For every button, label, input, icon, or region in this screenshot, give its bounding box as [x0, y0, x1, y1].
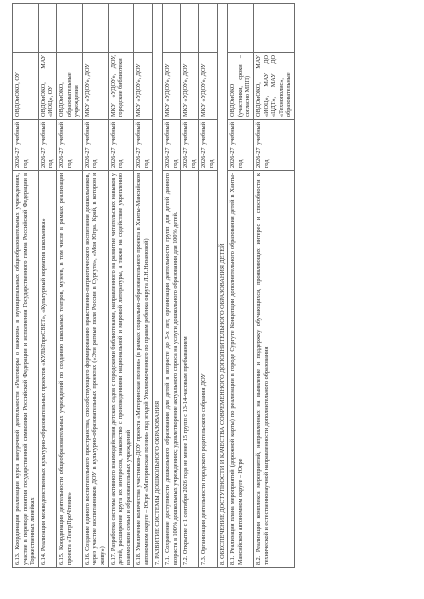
section-heading: 8. ОБЕСПЕЧЕНИЕ ДОСТУПНОСТИ И КАЧЕСТВА СОВРЕМЕННОГО ДОПОЛНИТЕЛЬНОГО ОБРАЗОВАНИЯ ДЕТЕЙ: [217, 4, 228, 568]
task-term: 2026-27 учебный год: [82, 120, 108, 171]
task-term: 2026-27 учебный год: [181, 120, 199, 171]
table-row: [199, 4, 217, 568]
task-description: 8.1. Реализация плана мероприятий (дорожной карты) по реализации в городе Сургуте Концепции дополнительного образования детей в Ханты-Мансийском автономном округе – Югре: [228, 171, 254, 568]
task-responsible: ОВДОиОКО, МАУ «ИОЦ», МАУ ДО «ЦДТ», МАУ ДО «Технополис», образовательные: [254, 53, 295, 120]
table-row: [13, 4, 39, 568]
task-note: [13, 4, 39, 53]
task-description: 6.13. Координация реализации курса внеурочной деятельности «Разговоры о важном» в муниципальных общеобразовательных учреждениях, участие в переводе понятия государственной символики Российской Федерации и исполнения Государственного гимна Российской Федерации в Торжественных линейках: [13, 171, 39, 568]
task-note: [134, 4, 152, 53]
task-note: [199, 4, 217, 53]
task-description: 6.18. Увеличение количества участников-ДОУ проекта «Материнская поэзия» (в рамках социально-образовательного проекта в Ханты-Мансийском автономном округе – Югре «Материнская поэзия» под эгидой Уполномоченного по правам ребенка округа Л.Н.Низамовой): [134, 171, 152, 568]
task-note: [254, 4, 295, 53]
task-note: [163, 4, 181, 53]
task-description: 8.2. Реализация комплекса мероприятий, направленных на выявление и поддержку обучающихся, проявляющих интерес и способности к технической и естественнонаучной направленности дополнительного образования: [254, 171, 295, 568]
task-responsible: ОВДОиОКО, ОУ: [13, 53, 39, 120]
task-responsible: МКУ «УДОУ», ДОУ: [181, 53, 199, 120]
task-responsible: МКУ «УДОУ», ДОУ: [163, 53, 181, 120]
task-note: [38, 4, 56, 53]
task-note: [82, 4, 108, 53]
table-row: [181, 4, 199, 568]
task-term: 2026-27 учебный год: [254, 120, 295, 171]
task-note: [108, 4, 134, 53]
task-description: 6.15. Координация деятельности общеобразовательных учреждений по созданию школьных театров, музеев, в том числе в рамках реализации проекта «ТеатрПроЧтение»: [56, 171, 82, 568]
table-row: [163, 4, 181, 568]
task-description: 7.1. Сохранение доступности дошкольного образования для детей в возрасте до 3-х лет, организация деятельности групп для детей данного возраста в 100% дошкольных учреждениях; удовлетворение актуального спроса на услуги дошкольного образования для 100% детей.: [163, 171, 181, 568]
task-responsible: ОВДОиОКО, МАУ «ИОЦ», ОУ: [38, 53, 56, 120]
task-responsible: МКУ «УДОУ», ДОУ: [82, 53, 108, 120]
task-description: 6.14. Реализация межведомственных культурно-образовательных проектов «КУЛЬТпроСВЕТ», «Культурный норматив школьника»: [38, 171, 56, 568]
table-row: [228, 4, 254, 568]
task-description: 6.16. Создание единого воспитательного пространства, способствующего формированию нравственно-патриотического воспитания дошкольников, через участие воспитанников ДОУ в культурно-образовательных проектах («Эти ратные поля России в Сургуте», «Моя Югра. Край, в котором я живу»): [82, 171, 108, 568]
task-term: 2026-27 учебный год: [228, 120, 254, 171]
task-responsible: ОВДОиОКО, образовательные учреждения: [56, 53, 82, 120]
task-term: 2026-27 учебный год: [38, 120, 56, 171]
table-row: [134, 4, 152, 568]
task-term: 2026-27 учебный год: [56, 120, 82, 171]
task-term: 2026-27 учебный год: [13, 120, 39, 171]
task-term: 2026-27 учебный год: [163, 120, 181, 171]
task-term: 2026-27 учебный год: [199, 120, 217, 171]
task-description: 7.2. Открытие с 1 сентября 2026 года не менее 15 групп с 13-14-часовым пребыванием: [181, 171, 199, 568]
section-heading-row: [152, 4, 163, 568]
table-row: [56, 4, 82, 568]
table-row: [38, 4, 56, 568]
table-row: [254, 4, 295, 568]
table-row: [82, 4, 108, 568]
task-note: [181, 4, 199, 53]
task-note: [228, 4, 254, 53]
task-responsible: ОВДОиОКО (участники, сроки – согласно МПП): [228, 53, 254, 120]
section-heading-row: [217, 4, 228, 568]
section-heading: 7. РАЗВИТИЕ СИСТЕМЫ ДОШКОЛЬНОГО ОБРАЗОВАНИЯ: [152, 4, 163, 568]
table-row: [108, 4, 134, 568]
plan-table: [12, 3, 295, 568]
task-responsible: МКУ «УДОУ», ДОУ, городские библиотеки: [108, 53, 134, 120]
task-term: 2026-27 учебный год: [108, 120, 134, 171]
task-note: [56, 4, 82, 53]
task-description: 6.17. Разработка системы активного взаимодействия детских садов с городскими библиотеками, направленного на развитие читательских навыков у детей, расширение круга их интересов, знакомство с произведениями национальной и мировой литературы, а также на содействие укреплению взаимосвязи семьи и образовательных учреждений: [108, 171, 134, 568]
task-responsible: МКУ «УДОУ», ДОУ: [199, 53, 217, 120]
task-term: 2026-27 учебный год: [134, 120, 152, 171]
plan-table-body: [13, 4, 295, 568]
task-description: 7.3. Организация деятельности городского родительского собрания ДОУ: [199, 171, 217, 568]
task-responsible: МКУ «УДОУ», ДОУ: [134, 53, 152, 120]
